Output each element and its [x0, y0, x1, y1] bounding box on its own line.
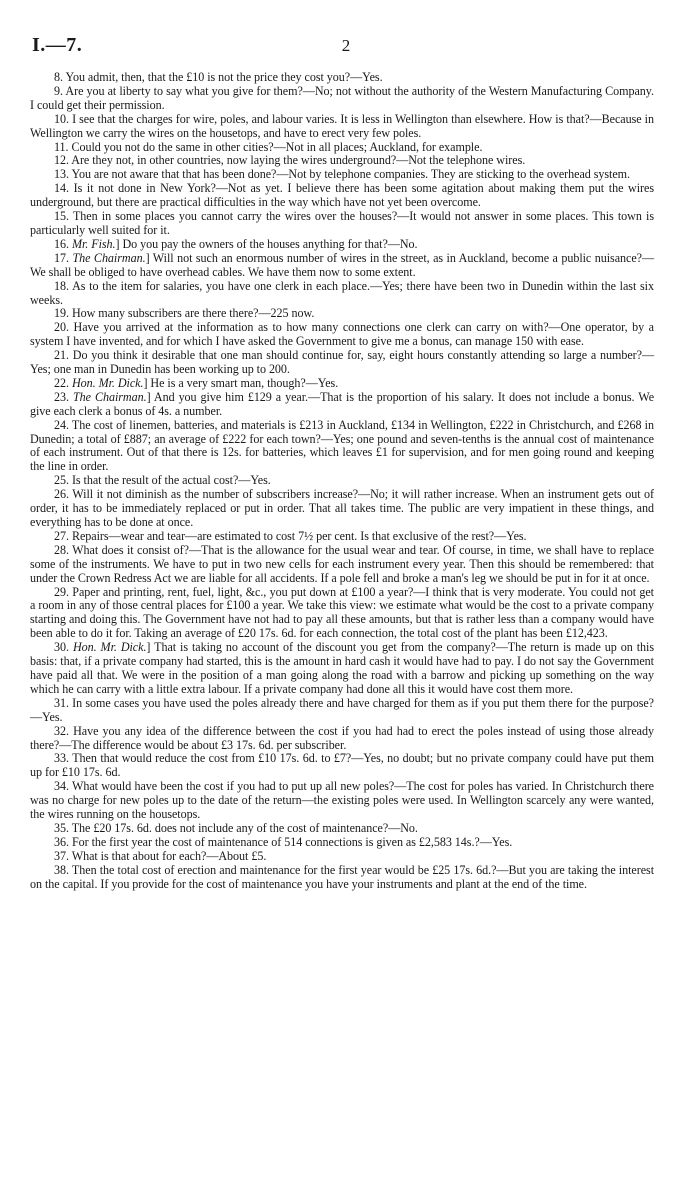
page-header: [32, 34, 660, 64]
page-number: 2: [341, 36, 351, 55]
question-paragraph: 28. What does it consist of?—That is the allowance for the usual wear and tear. Of course, in time, we shall have to replace some of the instruments. We have to put in two new cells for each instrument every year. Then this should be remembered: that under the Crown Redress Act we are liable for all accidents. If a pole fell and broke a man's leg we should be put in for it at once.: [30, 542, 654, 585]
question-paragraph: 18. As to the item for salaries, you have one clerk in each place.—Yes; there have been two in Dunedin within the last six weeks.: [30, 278, 654, 307]
question-paragraph: 36. For the first year the cost of maintenance of 514 connections is given as £2,583 14s.?—Yes.: [54, 834, 513, 849]
testimony-text: [30, 71, 654, 891]
question-paragraph: 38. Then the total cost of erection and maintenance for the first year would be £25 17s. 6d.?—But you are taking the interest on the capital. If you provide for the cost of maintenance you have your instruments and plant at the end of the time.: [30, 862, 654, 891]
question-paragraph: 37. What is that about for each?—About £5.: [54, 848, 267, 863]
question-paragraph: 35. The £20 17s. 6d. does not include any of the cost of maintenance?—No.: [54, 820, 418, 835]
question-paragraph: 15. Then in some places you cannot carry the wires over the houses?—It would not answer in some places. This town is particularly well suited for it.: [30, 209, 654, 237]
document-reference: I.—7.: [32, 34, 83, 56]
question-paragraph: 17. The Chairman.] Will not such an enormous number of wires in the street, as in Auckland, become a public nuisance?—We shall be obliged to have overhead cables. We have them now to some extent.: [30, 250, 655, 279]
question-paragraph: 29. Paper and printing, rent, fuel, light, &c., you put down at £100 a year?—I think that is very moderate. You could not get a room in any of those central places for £100 a year. We take this view: we estimate what would be the cost to a private company starting and doing this. The Government have not had to pay all these amounts, but that is rather less than a company would have been able to do it for. Taking an average of £20 17s. 6d. for each connection, the total cost of the plant has been £12,423.: [30, 584, 654, 641]
question-paragraph: 33. Then that would reduce the cost from £10 17s. 6d. to £7?—Yes, no doubt; but no private company could have put them up for £10 17s. 6d.: [30, 751, 654, 780]
question-paragraph: 26. Will it not diminish as the number of subscribers increase?—No; it will rather increase. When an instrument gets out of order, it has to be immediately replaced or put in order. That all takes time. The public are very impatient in these things, and everything has to be done at once.: [30, 487, 654, 529]
question-paragraph: 12. Are they not, in other countries, now laying the wires underground?—Not the telephone wires.: [54, 153, 526, 168]
question-paragraph: 20. Have you arrived at the information as to how many connections one clerk can carry on with?—One operator, by a system I have invented, and for which I have asked the Government to give me a bonus, can manage 150 with ease.: [30, 320, 654, 349]
question-paragraph: 30. Hon. Mr. Dick.] That is taking no account of the discount you get from the company?—The return is made up on this basis: that, if a private company had started, this is the amount in hard cash it would have had to pay. I do not say the Government have paid all that. We were in the position of a man going along the road with a barrow and picking up something on the way which he can carry with a little extra labour. If a private company had done all this it would have cost them more.: [30, 640, 654, 696]
question-paragraph: 8. You admit, then, that the £10 is not the price they cost you?—Yes.: [54, 70, 383, 84]
question-paragraph: 21. Do you think it desirable that one man should continue for, say, eight hours constantly attending so large a number?—Yes; one man in Dunedin has been working up to 200.: [30, 348, 654, 377]
question-paragraph: 22. Hon. Mr. Dick.] He is a very smart man, though?—Yes.: [54, 375, 339, 390]
question-paragraph: 34. What would have been the cost if you had to put up all new poles?—The cost for poles has varied. In Christchurch there was no charge for new poles up to the date of the return—the existing poles were used. In Wellington scarcely any were wanted, the wires running on the housetops.: [30, 779, 654, 822]
question-paragraph: 24. The cost of linemen, batteries, and materials is £213 in Auckland, £134 in Wellington, £222 in Christchurch, and £268 in Dunedin; a total of £887; an average of £222 for each town?—Yes; one pound and seven-tenths is the annual cost of maintenance of each instrument. Out of that there is 12s. for batteries, which leaves £1 for supervision, and for men going round and keeping the line in order.: [30, 417, 654, 474]
question-paragraph: 19. How many subscribers are there there?—225 now.: [54, 306, 315, 321]
question-paragraph: 10. I see that the charges for wire, poles, and labour varies. It is less in Wellington than elsewhere. How is that?—Because in Wellington we carry the wires on the housetops, and have to erect very few poles.: [30, 111, 654, 140]
question-paragraph: 27. Repairs—wear and tear—are estimated to cost 7½ per cent. Is that exclusive of the rest?—Yes.: [54, 528, 527, 543]
question-paragraph: 11. Could you not do the same in other cities?—Not in all places; Auckland, for example.: [54, 139, 483, 154]
question-paragraph: 25. Is that the result of the actual cost?—Yes.: [54, 473, 271, 488]
question-paragraph: 31. In some cases you have used the poles already there and have charged for them as if you put them there for the purpose?—Yes.: [30, 695, 654, 724]
question-paragraph: 16. Mr. Fish.] Do you pay the owners of the houses anything for that?—No.: [54, 236, 418, 251]
question-paragraph: 23. The Chairman.] And you give him £129 a year.—That is the proportion of his salary. It does not include a bonus. We give each clerk a bonus of 4s. a number.: [30, 389, 655, 418]
question-paragraph: 32. Have you any idea of the difference between the cost if you had had to erect the poles instead of using those already there?—The difference would be about £3 17s. 6d. per subscriber.: [30, 723, 654, 752]
question-paragraph: 9. Are you at liberty to say what you give for them?—No; not without the authority of the Western Manufacturing Company. I could get their permission.: [30, 83, 654, 112]
question-paragraph: 13. You are not aware that that has been done?—Not by telephone companies. They are sticking to the overhead system.: [54, 167, 630, 182]
question-paragraph: 14. Is it not done in New York?—Not as yet. I believe there has been some agitation about making them put the wires underground, but there are practical difficulties in the way which have not yet been overcome.: [30, 181, 654, 210]
